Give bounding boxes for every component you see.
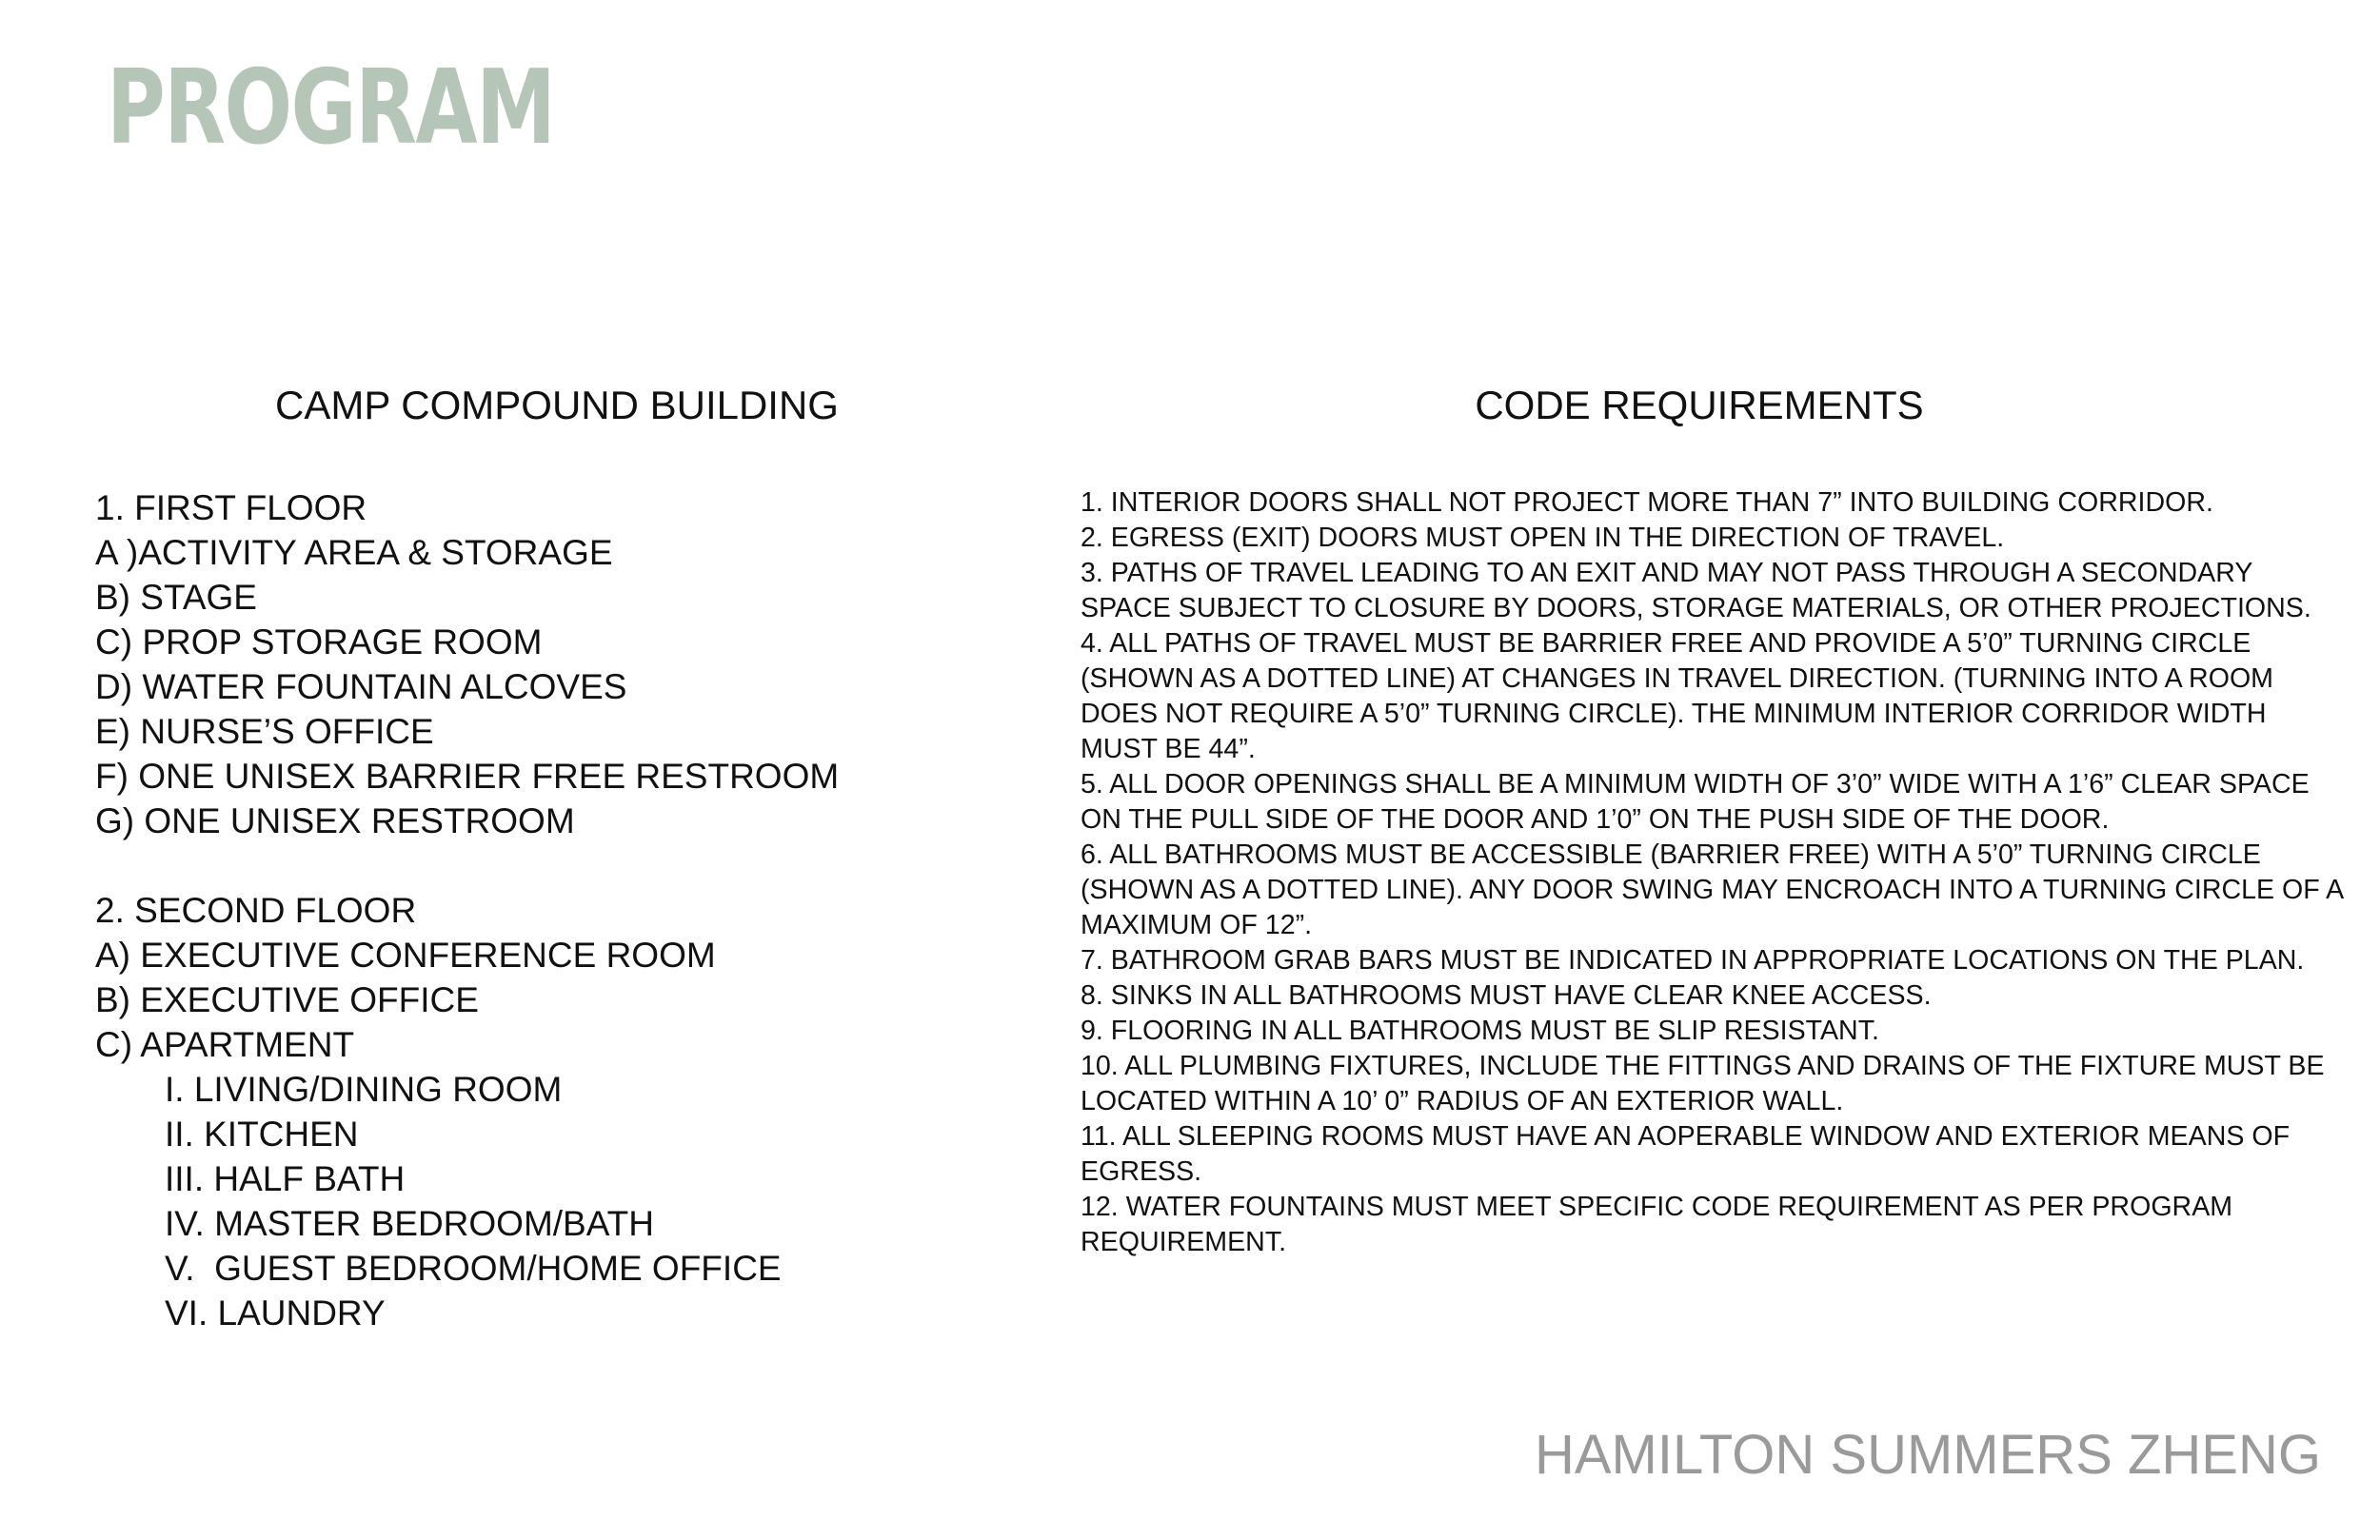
code-requirements-list xyxy=(1081,485,2347,1260)
list-item: A) EXECUTIVE CONFERENCE ROOM xyxy=(95,936,716,975)
apartment-sub-item: I. LIVING/DINING ROOM xyxy=(165,1070,563,1109)
list-item: C) APARTMENT xyxy=(95,1025,355,1064)
requirement-item: 2. EGRESS (EXIT) DOORS MUST OPEN IN THE DIRECTION OF TRAVEL. xyxy=(1081,523,2005,553)
list-item: F) ONE UNISEX BARRIER FREE RESTROOM xyxy=(95,757,840,796)
program-list xyxy=(95,485,1009,1335)
apartment-sub-item: VI. LAUNDRY xyxy=(165,1293,386,1333)
requirement-item: 6. ALL BATHROOMS MUST BE ACCESSIBLE (BARRIER FREE) WITH A 5’0” TURNING CIRCLE (SHOWN AS A DOTTED LINE). ANY DOOR SWING MAY ENCROACH INTO A TURNING CIRCLE OF A MAXIMUM OF 12”. xyxy=(1081,839,2343,940)
apartment-sub-item: IV. MASTER BEDROOM/BATH xyxy=(165,1204,654,1243)
requirement-item: 1. INTERIOR DOORS SHALL NOT PROJECT MORE THAN 7” INTO BUILDING CORRIDOR. xyxy=(1081,487,2213,518)
requirement-item: 3. PATHS OF TRAVEL LEADING TO AN EXIT AND MAY NOT PASS THROUGH A SECONDARY SPACE SUBJECT TO CLOSURE BY DOORS, STORAGE MATERIALS, OR OTHER PROJECTIONS. xyxy=(1081,558,2311,623)
floor-heading: 2. SECOND FLOOR xyxy=(95,891,417,930)
requirement-item: 10. ALL PLUMBING FIXTURES, INCLUDE THE FITTINGS AND DRAINS OF THE FIXTURE MUST BE LOCATED WITHIN A 10’ 0” RADIUS OF AN EXTERIOR WALL. xyxy=(1081,1051,2325,1116)
requirement-item: 11. ALL SLEEPING ROOMS MUST HAVE AN AOPERABLE WINDOW AND EXTERIOR MEANS OF EGRESS. xyxy=(1081,1121,2291,1187)
list-item: B) STAGE xyxy=(95,578,257,617)
requirement-item: 5. ALL DOOR OPENINGS SHALL BE A MINIMUM WIDTH OF 3’0” WIDE WITH A 1’6” CLEAR SPACE ON THE PULL SIDE OF THE DOOR AND 1’0” ON THE PUSH SIDE OF THE DOOR. xyxy=(1081,769,2310,835)
requirement-item: 9. FLOORING IN ALL BATHROOMS MUST BE SLIP RESISTANT. xyxy=(1081,1016,1879,1046)
list-item: B) EXECUTIVE OFFICE xyxy=(95,980,479,1019)
apartment-sub-item: II. KITCHEN xyxy=(165,1115,359,1154)
author-names: HAMILTON SUMMERS ZHENG xyxy=(1534,1424,2321,1486)
list-item: E) NURSE’S OFFICE xyxy=(95,712,434,751)
list-item: A )ACTIVITY AREA & STORAGE xyxy=(95,533,613,572)
list-item: D) WATER FOUNTAIN ALCOVES xyxy=(95,667,627,706)
requirement-item: 4. ALL PATHS OF TRAVEL MUST BE BARRIER FREE AND PROVIDE A 5’0” TURNING CIRCLE (SHOWN AS A DOTTED LINE) AT CHANGES IN TRAVEL DIRECTION. (TURNING INTO A ROOM DOES NOT REQUIRE A 5’0” TURNING CIRCLE). THE MINIMUM INTERIOR CORRIDOR WIDTH MUST BE 44”. xyxy=(1081,628,2273,764)
requirement-item: 12. WATER FOUNTAINS MUST MEET SPECIFIC CODE REQUIREMENT AS PER PROGRAM REQUIREMENT. xyxy=(1081,1192,2233,1257)
program-heading: CAMP COMPOUND BUILDING xyxy=(275,383,839,427)
apartment-sub-item: III. HALF BATH xyxy=(165,1159,406,1198)
code-requirements-heading: CODE REQUIREMENTS xyxy=(1475,383,1924,427)
page-title: PROGRAM xyxy=(107,49,555,168)
floor-heading: 1. FIRST FLOOR xyxy=(95,488,367,527)
list-item: G) ONE UNISEX RESTROOM xyxy=(95,801,575,840)
list-item: C) PROP STORAGE ROOM xyxy=(95,622,543,661)
requirement-item: 7. BATHROOM GRAB BARS MUST BE INDICATED IN APPROPRIATE LOCATIONS ON THE PLAN. xyxy=(1081,945,2305,976)
requirement-item: 8. SINKS IN ALL BATHROOMS MUST HAVE CLEAR KNEE ACCESS. xyxy=(1081,980,1932,1011)
apartment-sub-item: V. GUEST BEDROOM/HOME OFFICE xyxy=(165,1249,782,1288)
